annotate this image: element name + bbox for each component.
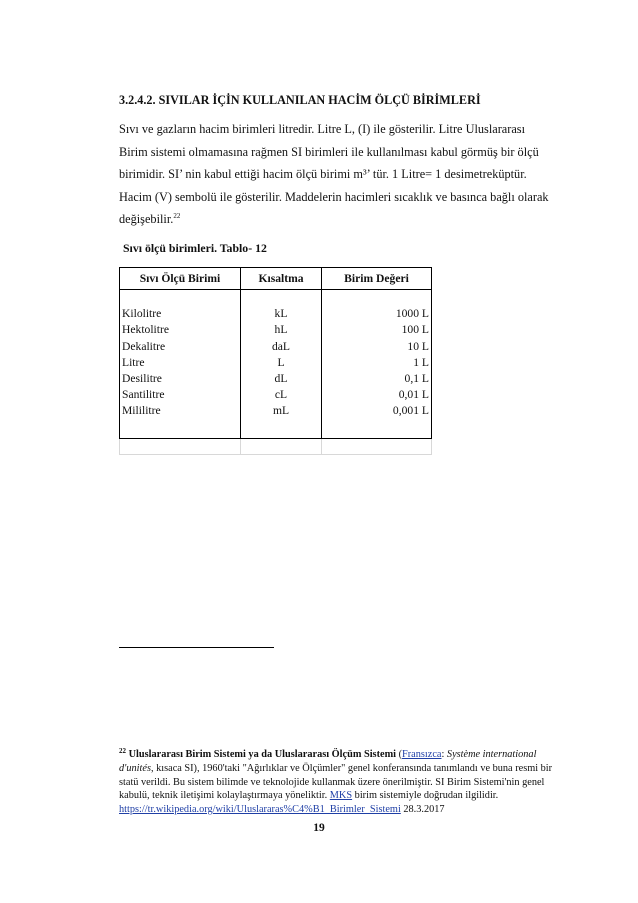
abbreviation-cell: dL	[241, 371, 322, 387]
abbreviation-cell: cL	[241, 387, 322, 403]
table-row	[120, 403, 432, 419]
unit-name-cell: Dekalitre	[120, 339, 241, 355]
table-row	[120, 339, 432, 355]
footnote-reference[interactable]: 22	[173, 212, 181, 220]
table-row	[120, 322, 432, 338]
page-number: 19	[313, 822, 325, 834]
footnote-line	[119, 745, 589, 762]
body-line-last	[119, 208, 579, 231]
value-cell: 1 L	[322, 355, 432, 371]
footnote-text: , kısaca SI), 1960'taki "Ağırlıklar ve Ölçümler" genel konferansında tanımlandı ve buna resmi bir	[150, 762, 553, 774]
unit-name-cell: Desilitre	[120, 371, 241, 387]
table-empty-row	[120, 438, 432, 454]
value-cell: 0,1 L	[322, 371, 432, 387]
abbreviation-cell: hL	[241, 322, 322, 338]
table-row	[120, 387, 432, 403]
footnote-line	[119, 762, 589, 776]
table-row	[120, 306, 432, 322]
body-line: birimidir. SI’ nin kabul ettiği hacim ölçü birimi m³’ tür. 1 Litre= 1 desimetreküptür.	[119, 167, 527, 181]
body-line: Sıvı ve gazların hacim birimleri litredir. Litre L, (I) ile gösterilir. Litre Uluslararası	[119, 122, 526, 136]
footnote-line	[119, 803, 589, 817]
unit-name-cell: Kilolitre	[120, 306, 241, 322]
footnote-separator	[119, 647, 274, 648]
abbreviation-cell: L	[241, 355, 322, 371]
footnote-line	[119, 789, 589, 803]
mks-link[interactable]: MKS	[329, 790, 353, 802]
footnote-text: kabulü, teknik iletişimi kolaylaştırmaya yöneliktir.	[119, 790, 330, 802]
liquid-units-table	[119, 267, 432, 455]
value-cell: 10 L	[322, 339, 432, 355]
table-row	[120, 355, 432, 371]
abbreviation-cell: daL	[241, 339, 322, 355]
language-link[interactable]: Fransızca	[402, 749, 442, 760]
access-date: 28.3.2017	[400, 804, 445, 816]
body-line: Hacim (V) sembolü ile gösterilir. Maddelerin hacimleri sıcaklık ve basınca bağlı olarak	[119, 189, 549, 204]
footnote-text: :	[441, 749, 447, 760]
header-cell-abbreviation: Kısaltma	[241, 268, 322, 290]
table-caption: Sıvı ölçü birimleri. Tablo- 12	[123, 241, 267, 255]
body-line-text: değişebilir.	[119, 212, 174, 226]
header-cell-unit: Sıvı Ölçü Birimi	[120, 268, 241, 290]
abbreviation-cell: kL	[241, 306, 322, 322]
french-name-cont: d'unités	[119, 762, 151, 774]
footnote-text: (	[396, 749, 403, 760]
table-header-row	[120, 268, 432, 290]
footnote-title: Uluslararası Birim Sistemi ya da Uluslararası Ölçüm Sistemi	[128, 749, 397, 760]
abbreviation-cell: mL	[241, 403, 322, 419]
footnote-text: birim sistemiyle doğrudan ilgilidir.	[352, 790, 499, 802]
value-cell: 0,001 L	[322, 403, 432, 419]
value-cell: 1000 L	[322, 306, 432, 322]
unit-name-cell: Mililitre	[120, 403, 241, 419]
footnote-line: statü verildi. Bu sistem bilimde ve teknolojide kullanmak üzere önerilmiştir. SI Birim Sistemi'nin genel	[119, 776, 545, 788]
body-line: Birim sistemi olmamasına rağmen SI birimleri ile kullanılması kabul görmüş bir ölçü	[119, 144, 539, 159]
table-spacer-row	[120, 420, 432, 439]
source-url-link[interactable]: https://tr.wikipedia.org/wiki/Uluslararas%C4%B1_Birimler_Sistemi	[119, 804, 401, 816]
footnote-number: 22	[119, 747, 126, 755]
unit-name-cell: Litre	[120, 355, 241, 371]
table-row	[120, 371, 432, 387]
french-name: Système international	[446, 749, 537, 760]
header-cell-value: Birim Değeri	[322, 268, 432, 290]
body-paragraph	[119, 118, 579, 231]
footnote	[119, 745, 589, 817]
value-cell: 0,01 L	[322, 387, 432, 403]
unit-name-cell: Hektolitre	[120, 322, 241, 338]
section-heading: 3.2.4.2. SIVILAR İÇİN KULLANILAN HACİM ÖLÇÜ BİRİMLERİ	[119, 93, 481, 107]
unit-name-cell: Santilitre	[120, 387, 241, 403]
table-spacer-row	[120, 290, 432, 307]
value-cell: 100 L	[322, 322, 432, 338]
